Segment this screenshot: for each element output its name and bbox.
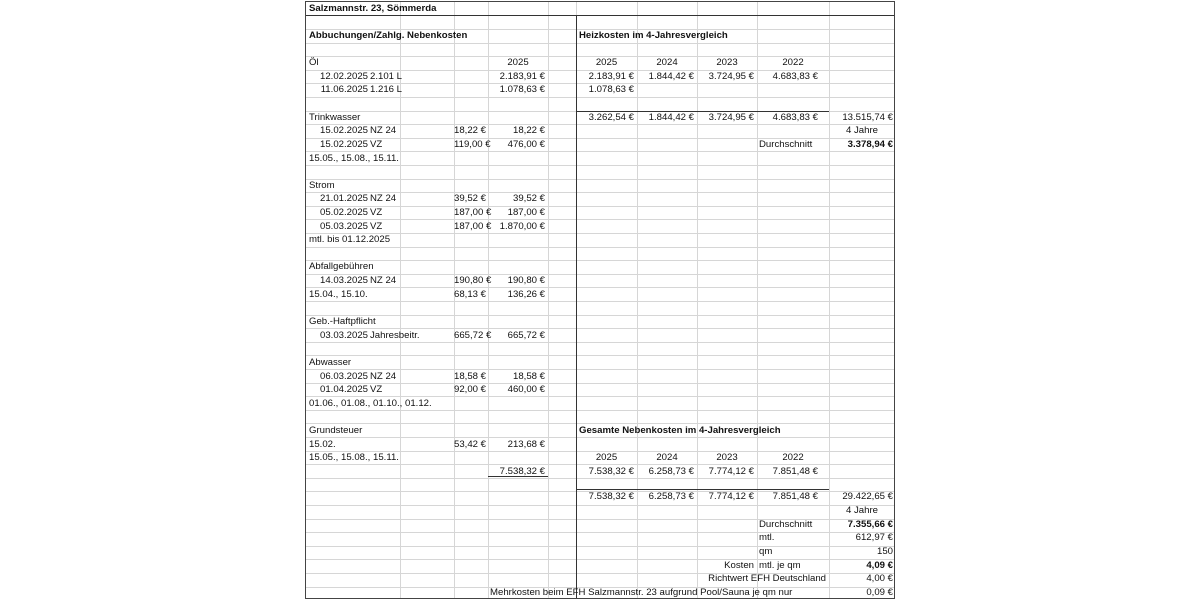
heiz-total: 4.683,83 € — [772, 112, 818, 123]
gesamt-value: 6.258,73 € — [648, 466, 694, 477]
left-header: Abbuchungen/Zahlg. Nebenkosten — [309, 30, 468, 41]
row-desc: Jahresbeitr. — [370, 330, 420, 341]
row-total: 190,80 € — [507, 275, 545, 286]
row-total: 18,22 € — [512, 125, 545, 136]
gesamt-year: 2024 — [656, 452, 678, 463]
richtwert-label: Richtwert EFH Deutschland — [708, 573, 826, 584]
grid-line — [306, 559, 894, 560]
group-label-abwasser: Abwasser — [309, 357, 352, 368]
row-date: 12.02.2025 — [319, 71, 368, 82]
row-unit: 190,80 € — [454, 275, 492, 286]
gesamt-avg-label: Durchschnitt — [759, 519, 813, 530]
row-total: 476,00 € — [507, 139, 545, 150]
row-date: 05.03.2025 — [319, 221, 368, 232]
row-total: 18,58 € — [512, 371, 545, 382]
heiz-total: 3.724,95 € — [708, 112, 754, 123]
row-date: 03.03.2025 — [319, 330, 368, 341]
row-unit: 187,00 € — [454, 221, 492, 232]
heiz-year: 2023 — [716, 57, 738, 68]
gesamt-value: 7.851,48 € — [772, 466, 818, 477]
heiz-value: 4.683,83 € — [772, 71, 818, 82]
spreadsheet — [305, 1, 895, 599]
row-unit: 18,22 € — [454, 125, 487, 136]
row-desc: NZ 24 — [370, 275, 397, 286]
row-date: 06.03.2025 — [319, 371, 368, 382]
row-date: 14.03.2025 — [319, 275, 368, 286]
row-unit: 92,00 € — [454, 384, 487, 395]
grid-line — [306, 315, 894, 316]
heiz-value: 1.078,63 € — [588, 84, 634, 95]
gesamt-total: 6.258,73 € — [648, 491, 694, 502]
gesamt-sum: 29.422,65 € — [842, 491, 893, 502]
grid-line — [306, 546, 894, 547]
group-label-oel: Öl — [309, 57, 319, 68]
gesamt-years-label: 4 Jahre — [846, 505, 878, 516]
row-date: 01.04.2025 — [319, 384, 368, 395]
row-desc: NZ 24 — [370, 193, 397, 204]
row-total: 39,52 € — [512, 193, 545, 204]
left-sum: 7.538,32 € — [499, 466, 545, 477]
heiz-value: 2.183,91 € — [588, 71, 634, 82]
row-desc: 1.216 L — [370, 84, 403, 95]
row-total: 460,00 € — [507, 384, 545, 395]
row-total: 187,00 € — [507, 207, 545, 218]
heiz-sum: 13.515,74 € — [842, 112, 893, 123]
richtwert-value: 4,00 € — [866, 573, 893, 584]
grid-line — [306, 43, 894, 44]
grid-line — [306, 301, 894, 302]
gesamt-total: 7.774,12 € — [708, 491, 754, 502]
grid-line — [306, 206, 894, 207]
row-unit: 18,58 € — [454, 371, 487, 382]
row-unit: 187,00 € — [454, 207, 492, 218]
kosten-label: Kosten — [724, 560, 754, 571]
qm-label: qm — [759, 546, 773, 557]
sheet-title: Salzmannstr. 23, Sömmerda — [309, 3, 437, 14]
row-total: 665,72 € — [507, 330, 545, 341]
heiz-value: 3.724,95 € — [708, 71, 754, 82]
row-unit: 68,13 € — [454, 289, 487, 300]
row-date: 21.01.2025 — [319, 193, 368, 204]
heiz-total: 1.844,42 € — [648, 112, 694, 123]
grid-line — [306, 260, 894, 261]
row-desc: VZ — [370, 221, 383, 232]
heiz-title: Heizkosten im 4-Jahresvergleich — [579, 30, 728, 41]
gesamt-title: Gesamte Nebenkosten im 4-Jahresvergleich — [579, 425, 781, 436]
group-note: 15.05., 15.08., 15.11. — [309, 153, 399, 164]
mehrkosten-value: 0,09 € — [866, 587, 893, 598]
grid-line — [306, 247, 894, 248]
gesamt-value: 7.538,32 € — [588, 466, 634, 477]
gesamt-year: 2023 — [716, 452, 738, 463]
heiz-years-label: 4 Jahre — [846, 125, 878, 136]
grid-line — [306, 532, 894, 533]
group-note: mtl. bis 01.12.2025 — [309, 234, 391, 245]
row-total: 213,68 € — [507, 439, 545, 450]
heiz-total: 3.262,54 € — [588, 112, 634, 123]
row-unit: 39,52 € — [454, 193, 487, 204]
row-desc: NZ 24 — [370, 125, 397, 136]
gesamt-value: 7.774,12 € — [708, 466, 754, 477]
row-total: 136,26 € — [507, 289, 545, 300]
heiz-value: 1.844,42 € — [648, 71, 694, 82]
gesamt-year: 2025 — [595, 452, 618, 463]
group-note: 15.04., 15.10. — [309, 289, 368, 300]
gesamt-total: 7.851,48 € — [772, 491, 818, 502]
row-unit: 119,00 € — [454, 139, 491, 150]
grid-line — [306, 179, 894, 180]
row-unit: 665,72 € — [454, 330, 492, 341]
group-note: 15.05., 15.08., 15.11. — [309, 452, 399, 463]
year-col-header: 2025 — [507, 57, 529, 68]
mtl-value: 612,97 € — [855, 532, 893, 543]
group-label-strom: Strom — [309, 180, 335, 191]
grid-line — [306, 219, 894, 220]
grid-line — [306, 97, 894, 98]
grid-line — [306, 233, 894, 234]
gesamt-year: 2022 — [782, 452, 804, 463]
row-desc: NZ 24 — [370, 371, 397, 382]
row-date: 15.02. — [309, 439, 336, 450]
group-label-abfall: Abfallgebühren — [309, 261, 374, 272]
kosten-value: 4,09 € — [866, 560, 893, 571]
gesamt-total: 7.538,32 € — [588, 491, 634, 502]
row-total: 1.078,63 € — [499, 84, 545, 95]
group-note: 01.06., 01.08., 01.10., 01.12. — [309, 398, 432, 409]
row-desc: VZ — [370, 384, 383, 395]
qm-value: 150 — [876, 546, 893, 557]
group-label-haftpflicht: Geb.-Haftpflicht — [309, 316, 376, 327]
group-label-trinkwasser: Trinkwasser — [309, 112, 361, 123]
heiz-year: 2025 — [595, 57, 618, 68]
row-desc: 2.101 L — [370, 71, 403, 82]
gesamt-avg: 7.355,66 € — [847, 519, 893, 530]
row-desc: VZ — [370, 207, 383, 218]
row-date: 05.02.2025 — [319, 207, 368, 218]
grid-line — [306, 355, 894, 356]
heiz-year: 2024 — [656, 57, 678, 68]
heiz-year: 2022 — [782, 57, 804, 68]
heiz-avg-label: Durchschnitt — [759, 139, 813, 150]
grid-line — [306, 505, 894, 506]
heiz-avg: 3.378,94 € — [847, 139, 893, 150]
mehrkosten-label: Mehrkosten beim EFH Salzmannstr. 23 aufgrund Pool/Sauna je qm nur — [490, 587, 793, 598]
kosten-sub-label: mtl. je qm — [759, 560, 801, 571]
row-date: 15.02.2025 — [319, 125, 368, 136]
mtl-label: mtl. — [759, 532, 775, 543]
row-total: 1.870,00 € — [499, 221, 545, 232]
group-label-grundsteuer: Grundsteuer — [309, 425, 363, 436]
row-desc: VZ — [370, 139, 383, 150]
row-date: 15.02.2025 — [319, 139, 368, 150]
row-unit: 53,42 € — [454, 439, 487, 450]
row-total: 2.183,91 € — [499, 71, 545, 82]
row-date: 11.06.2025 — [320, 84, 368, 95]
